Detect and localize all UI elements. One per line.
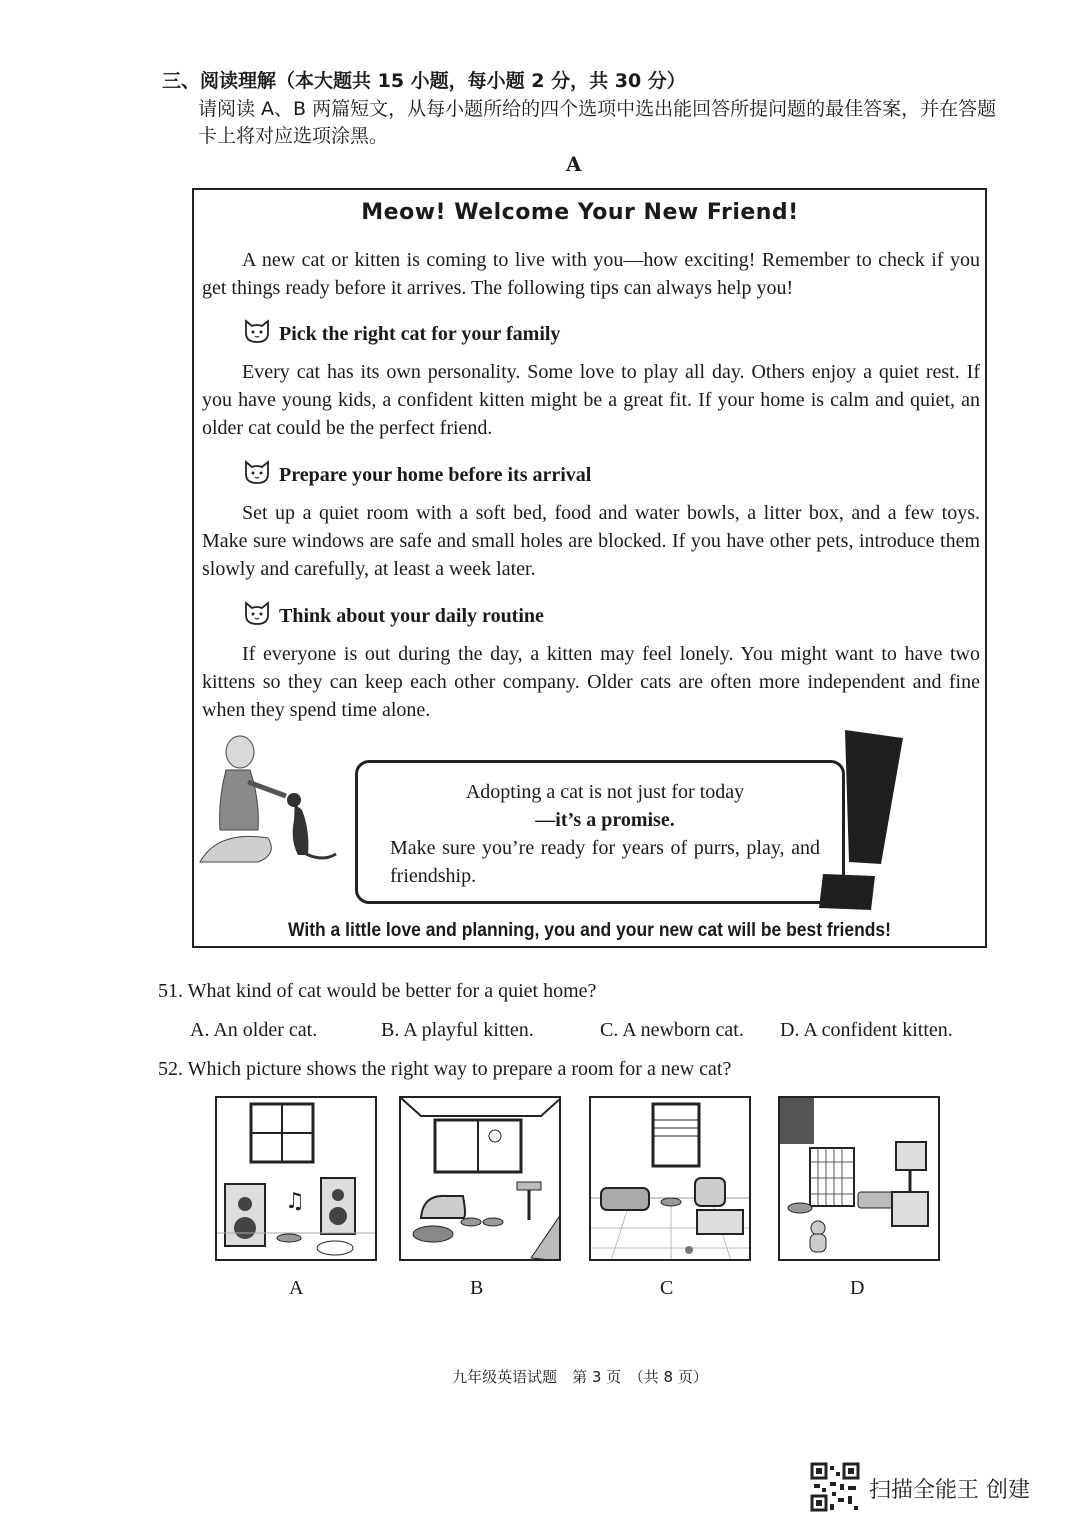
svg-text:♫: ♫ bbox=[285, 1189, 305, 1214]
picture-label-a: A bbox=[289, 1277, 304, 1299]
promise-line-1: Adopting a cat is not just for today bbox=[465, 781, 745, 803]
scanner-watermark: 扫描全能王 创建 bbox=[869, 1478, 1030, 1503]
picture-b[interactable] bbox=[399, 1096, 561, 1261]
article-title: Meow! Welcome Your New Friend! bbox=[361, 200, 799, 225]
picture-d[interactable] bbox=[778, 1096, 940, 1261]
page-footer: 九年级英语试题 第 3 页 （共 8 页） bbox=[452, 1368, 708, 1386]
picture-label-c: C bbox=[660, 1277, 674, 1299]
tip-heading-3: Think about your daily routine bbox=[243, 600, 544, 628]
picture-c[interactable] bbox=[589, 1096, 751, 1261]
option-51-c[interactable]: C. A newborn cat. bbox=[600, 1019, 744, 1041]
room-with-speakers-illustration bbox=[217, 1098, 377, 1261]
cat-face-icon bbox=[243, 600, 271, 626]
picture-label-d: D bbox=[850, 1277, 865, 1299]
girl-with-cat-illustration bbox=[198, 730, 343, 870]
section-instruction: 请阅读 A、B 两篇短文，从每小题所给的四个选项中选出能回答所提问题的最佳答案，并在答题卡上将对应选项涂黑。 bbox=[198, 98, 997, 147]
picture-a[interactable] bbox=[215, 1096, 377, 1261]
tip-heading-1: Pick the right cat for your family bbox=[243, 318, 560, 346]
exclamation-mark-icon bbox=[815, 726, 907, 912]
passage-label: A bbox=[566, 152, 582, 176]
tip-body-3: If everyone is out during the day, a kitten may feel lonely. You might want to have two kittens so they can keep each other company. Older cats are often more independent and fine when they spend time alone. bbox=[202, 643, 980, 721]
question-52: 52. Which picture shows the right way to prepare a room for a new cat? bbox=[158, 1058, 732, 1080]
room-with-cage-and-cat-tree-illustration bbox=[780, 1098, 940, 1261]
question-51: 51. What kind of cat would be better for a quiet home? bbox=[158, 980, 597, 1002]
promise-text bbox=[390, 778, 820, 890]
option-51-d[interactable]: D. A confident kitten. bbox=[780, 1019, 953, 1041]
cat-face-icon bbox=[243, 318, 271, 344]
qr-code-icon bbox=[810, 1462, 860, 1512]
article-intro: A new cat or kitten is coming to live with you—how exciting! Remember to check if you get things ready before it arrives. The following tips can always help you! bbox=[202, 249, 980, 299]
tip-heading-2: Prepare your home before its arrival bbox=[243, 459, 591, 487]
room-with-open-window-illustration bbox=[401, 1098, 561, 1261]
section-heading: 三、阅读理解（本大题共 15 小题，每小题 2 分，共 30 分） bbox=[162, 70, 686, 92]
option-51-a[interactable]: A. An older cat. bbox=[190, 1019, 318, 1041]
tip-body-1: Every cat has its own personality. Some love to play all day. Others enjoy a quiet rest. If you have young kids, a confident kitten might be a great fit. If your home is calm and quiet, an older cat could be the perfect friend. bbox=[202, 361, 980, 439]
promise-line-3: Make sure you’re ready for years of purrs, play, and friendship. bbox=[390, 837, 820, 887]
tip-body-2: Set up a quiet room with a soft bed, food and water bowls, a litter box, and a few toys. Make sure windows are safe and small holes are blocked. If you have other pets, introduce them slowly and carefully, at least a week later. bbox=[202, 502, 980, 580]
picture-label-b: B bbox=[470, 1277, 484, 1299]
room-with-bed-and-litter-box-illustration bbox=[591, 1098, 751, 1261]
article-closing: With a little love and planning, you and your new cat will be best friends! bbox=[287, 920, 891, 941]
option-51-b[interactable]: B. A playful kitten. bbox=[381, 1019, 534, 1041]
promise-line-2: —it’s a promise. bbox=[535, 809, 675, 831]
cat-face-icon bbox=[243, 459, 271, 485]
